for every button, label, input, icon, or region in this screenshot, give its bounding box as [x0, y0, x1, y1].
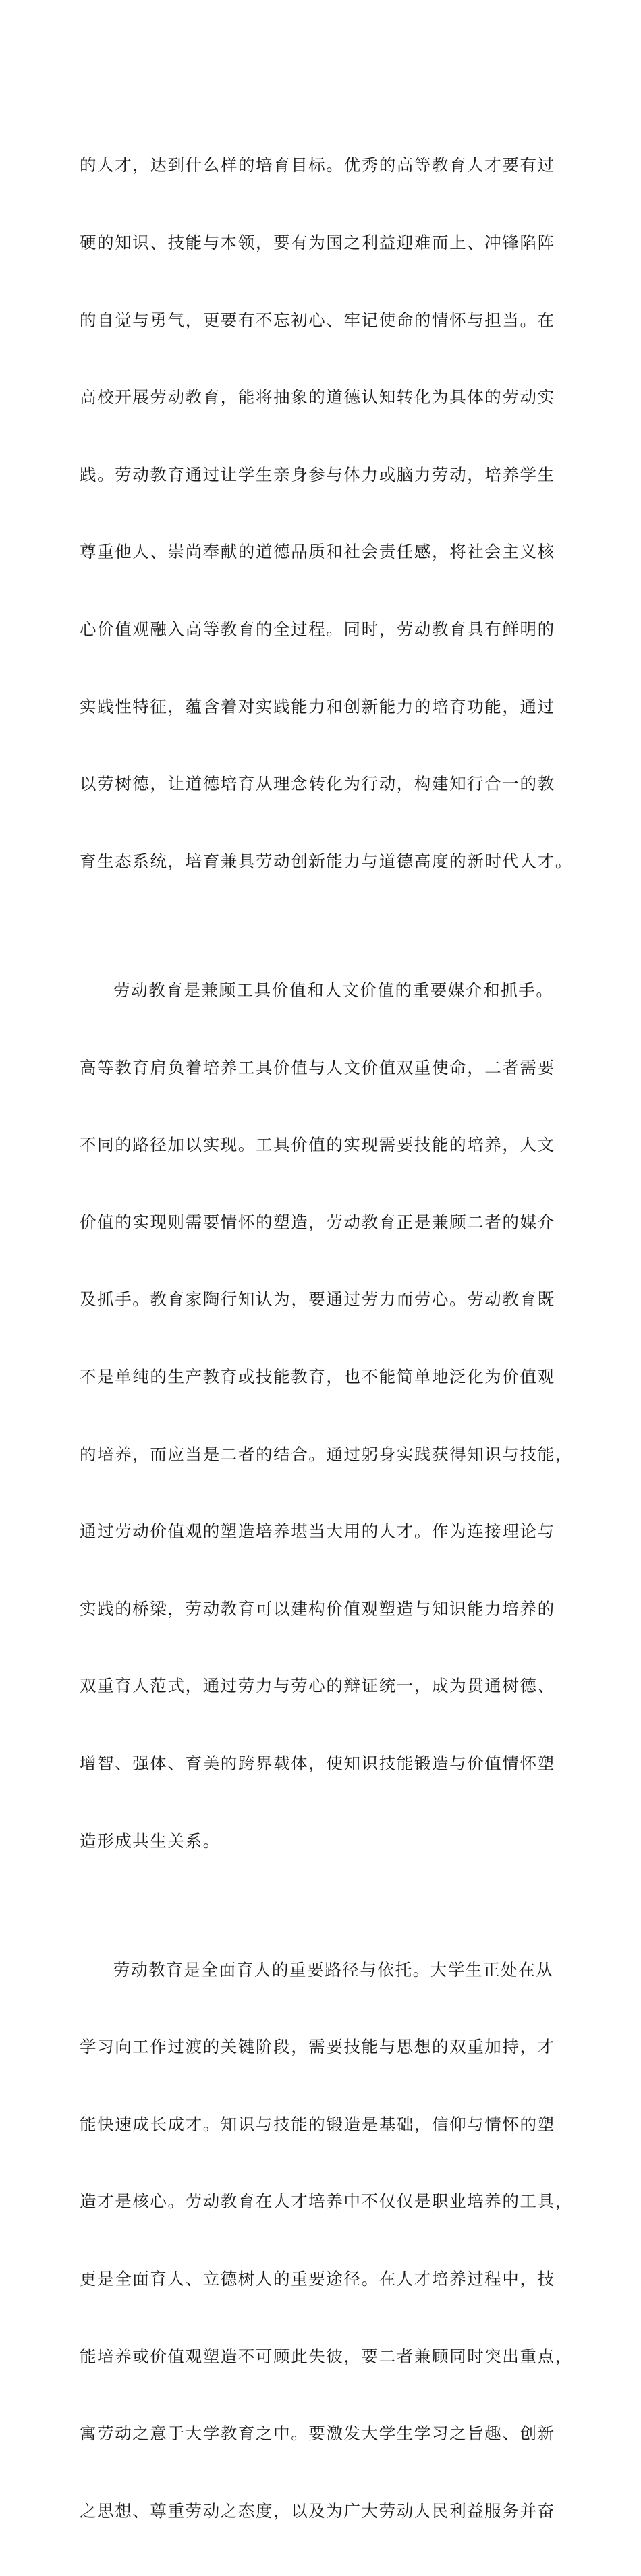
paragraph-3	[80, 1905, 573, 2575]
text-line: 心价值观融入高等教育的全过程。同时，劳动教育具有鲜明的	[80, 619, 555, 640]
paragraph-1	[80, 101, 573, 926]
text-line: 能培养或价值观塑造不可顾此失彼，要二者兼顾同时突出重点，	[80, 2346, 573, 2366]
text-line: 通过劳动价值观的塑造培养堪当大用的人才。作为连接理论与	[80, 1521, 555, 1542]
document-page	[80, 101, 573, 2576]
text-line: 实践的桥梁，劳动教育可以建构价值观塑造与知识能力培养的	[80, 1598, 555, 1619]
text-line: 增智、强体、育美的跨界载体，使知识技能锻造与价值情怀塑	[80, 1754, 555, 1773]
text-line: 不是单纯的生产教育或技能教育，也不能简单地泛化为价值观	[80, 1366, 555, 1387]
text-line: 高等教育肩负着培养工具价值与人文价值双重使命，二者需要	[80, 1057, 555, 1077]
text-line: 能快速成长成才。知识与技能的锻造是基础，信仰与情怀的塑	[80, 2114, 555, 2134]
text-line: 价值的实现则需要情怀的塑造，劳动教育正是兼顾二者的媒介	[80, 1212, 555, 1232]
text-line: 及抓手。教育家陶行知认为，要通过劳力而劳心。劳动教育既	[80, 1289, 555, 1310]
text-line: 践。劳动教育通过让学生亲身参与体力或脑力劳动，培养学生	[80, 464, 555, 484]
paragraph-2	[80, 926, 573, 1906]
text-line: 更是全面育人、立德树人的重要途径。在人才培养过程中，技	[80, 2269, 555, 2289]
text-line: 的自觉与勇气，更要有不忘初心、牢记使命的情怀与担当。在	[80, 310, 555, 330]
text-line: 以劳树德，让道德培育从理念转化为行动，构建知行合一的教	[80, 774, 555, 794]
text-line: 的人才，达到什么样的培育目标。优秀的高等教育人才要有过	[80, 155, 555, 175]
text-line: 之思想、尊重劳动之态度，以及为广大劳动人民利益服务并奋	[80, 2500, 555, 2521]
text-line: 不同的路径加以实现。工具价值的实现需要技能的培养，人文	[80, 1135, 555, 1155]
text-line: 造形成共生关系。	[80, 1830, 221, 1851]
text-line: 高校开展劳动教育，能将抽象的道德认知转化为具体的劳动实	[80, 387, 555, 408]
text-line: 寓劳动之意于大学教育之中。要激发大学生学习之旨趣、创新	[80, 2424, 555, 2444]
text-line: 劳动教育是全面育人的重要路径与依托。大学生正处在从	[113, 1959, 554, 1980]
text-line: 硬的知识、技能与本领，要有为国之利益迎难而上、冲锋陷阵	[80, 233, 555, 253]
text-line: 造才是核心。劳动教育在人才培养中不仅仅是职业培养的工具，	[80, 2191, 573, 2212]
text-line: 学习向工作过渡的关键阶段，需要技能与思想的双重加持，才	[80, 2037, 555, 2057]
text-line: 的培养，而应当是二者的结合。通过躬身实践获得知识与技能，	[80, 1444, 573, 1464]
text-line: 劳动教育是兼顾工具价值和人文价值的重要媒介和抓手。	[113, 980, 554, 1000]
text-line: 尊重他人、崇尚奉献的道德品质和社会责任感，将社会主义核	[80, 542, 555, 562]
text-line: 双重育人范式，通过劳力与劳心的辩证统一，成为贯通树德、	[80, 1676, 555, 1696]
text-line: 育生态系统，培育兼具劳动创新能力与道德高度的新时代人才。	[80, 851, 573, 871]
text-line: 实践性特征，蕴含着对实践能力和创新能力的培育功能，通过	[80, 696, 555, 717]
